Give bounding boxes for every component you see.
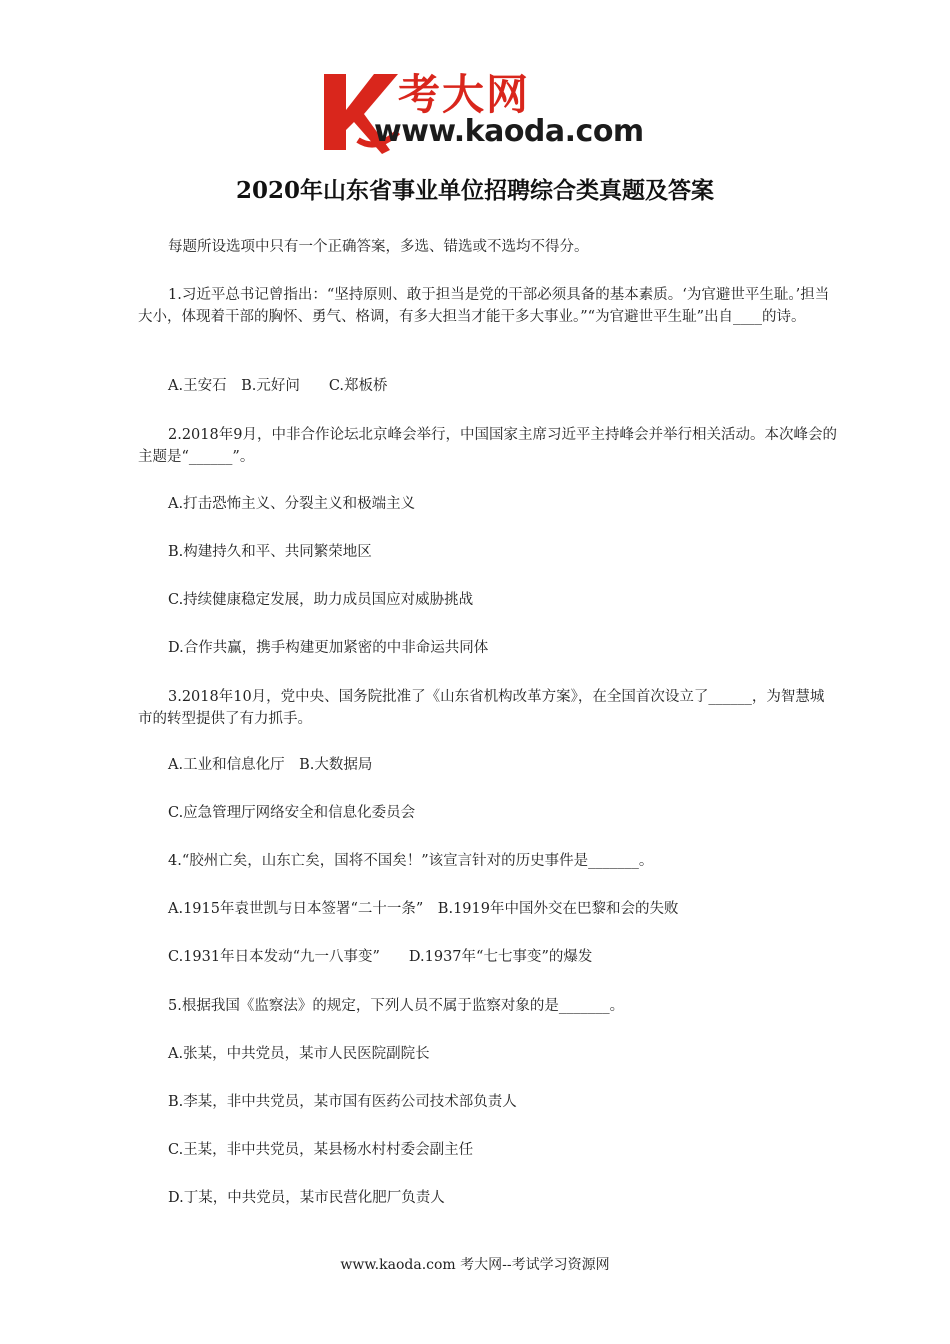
question-3-option-ab: A.工业和信息化厅 B.大数据局 [168, 757, 373, 773]
question-3-option-c: C.应急管理厅网络安全和信息化委员会 [168, 805, 416, 821]
logo-chinese-text: 考大网 [398, 70, 531, 119]
question-5-stem: 5.根据我国《监察法》的规定，下列人员不属于监察对象的是_______。 [168, 998, 625, 1014]
logo-url-text: www.kaoda.com [374, 114, 644, 149]
question-3-stem: 3.2018年10月，党中央、国务院批准了《山东省机构改革方案》，在全国首次设立了______，为智慧城市的转型提供了有力抓手。 [138, 689, 825, 727]
question-2-option-a: A.打击恐怖主义、分裂主义和极端主义 [168, 496, 416, 512]
question-5-option-c: C.王某，非中共党员，某县杨水村村委会副主任 [168, 1142, 474, 1158]
instructions: 每题所设选项中只有一个正确答案，多选、错选或不选均不得分。 [168, 239, 589, 255]
question-4-stem: 4.“胶州亡矣，山东亡矣，国将不国矣！”该宣言针对的历史事件是_______。 [168, 853, 654, 869]
question-1-stem: 1.习近平总书记曾指出：“坚持原则、敢于担当是党的干部必须具备的基本素质。‘为官避世平生耻。’担当大小，体现着干部的胸怀、勇气、格调，有多大担当才能干多大事业。”“为官避世平生耻”出自____的诗。 [138, 287, 830, 325]
question-2-option-c: C.持续健康稳定发展，助力成员国应对威胁挑战 [168, 592, 474, 608]
question-5-option-a: A.张某，中共党员，某市人民医院副院长 [168, 1046, 430, 1062]
document-title: 2020年山东省事业单位招聘综合类真题及答案 [235, 177, 714, 204]
question-1-options: A.王安石 B.元好问 C.郑板桥 [168, 378, 388, 394]
question-5-option-d: D.丁某，中共党员，某市民营化肥厂负责人 [168, 1190, 445, 1206]
kaoda-logo [318, 62, 644, 154]
question-4-option-ab: A.1915年袁世凯与日本签署“二十一条” B.1919年中国外交在巴黎和会的失败 [168, 901, 679, 917]
question-4-option-cd: C.1931年日本发动“九一八事变” D.1937年“七七事变”的爆发 [168, 949, 593, 965]
question-5-option-b: B.李某，非中共党员，某市国有医药公司技术部负责人 [168, 1094, 517, 1110]
question-2-stem: 2.2018年9月，中非合作论坛北京峰会举行，中国国家主席习近平主持峰会并举行相关活动。本次峰会的主题是“______”。 [138, 427, 837, 465]
question-2-option-d: D.合作共赢，携手构建更加紧密的中非命运共同体 [168, 640, 489, 656]
page-footer: www.kaoda.com 考大网--考试学习资源网 [340, 1257, 610, 1273]
question-2-option-b: B.构建持久和平、共同繁荣地区 [168, 544, 372, 560]
